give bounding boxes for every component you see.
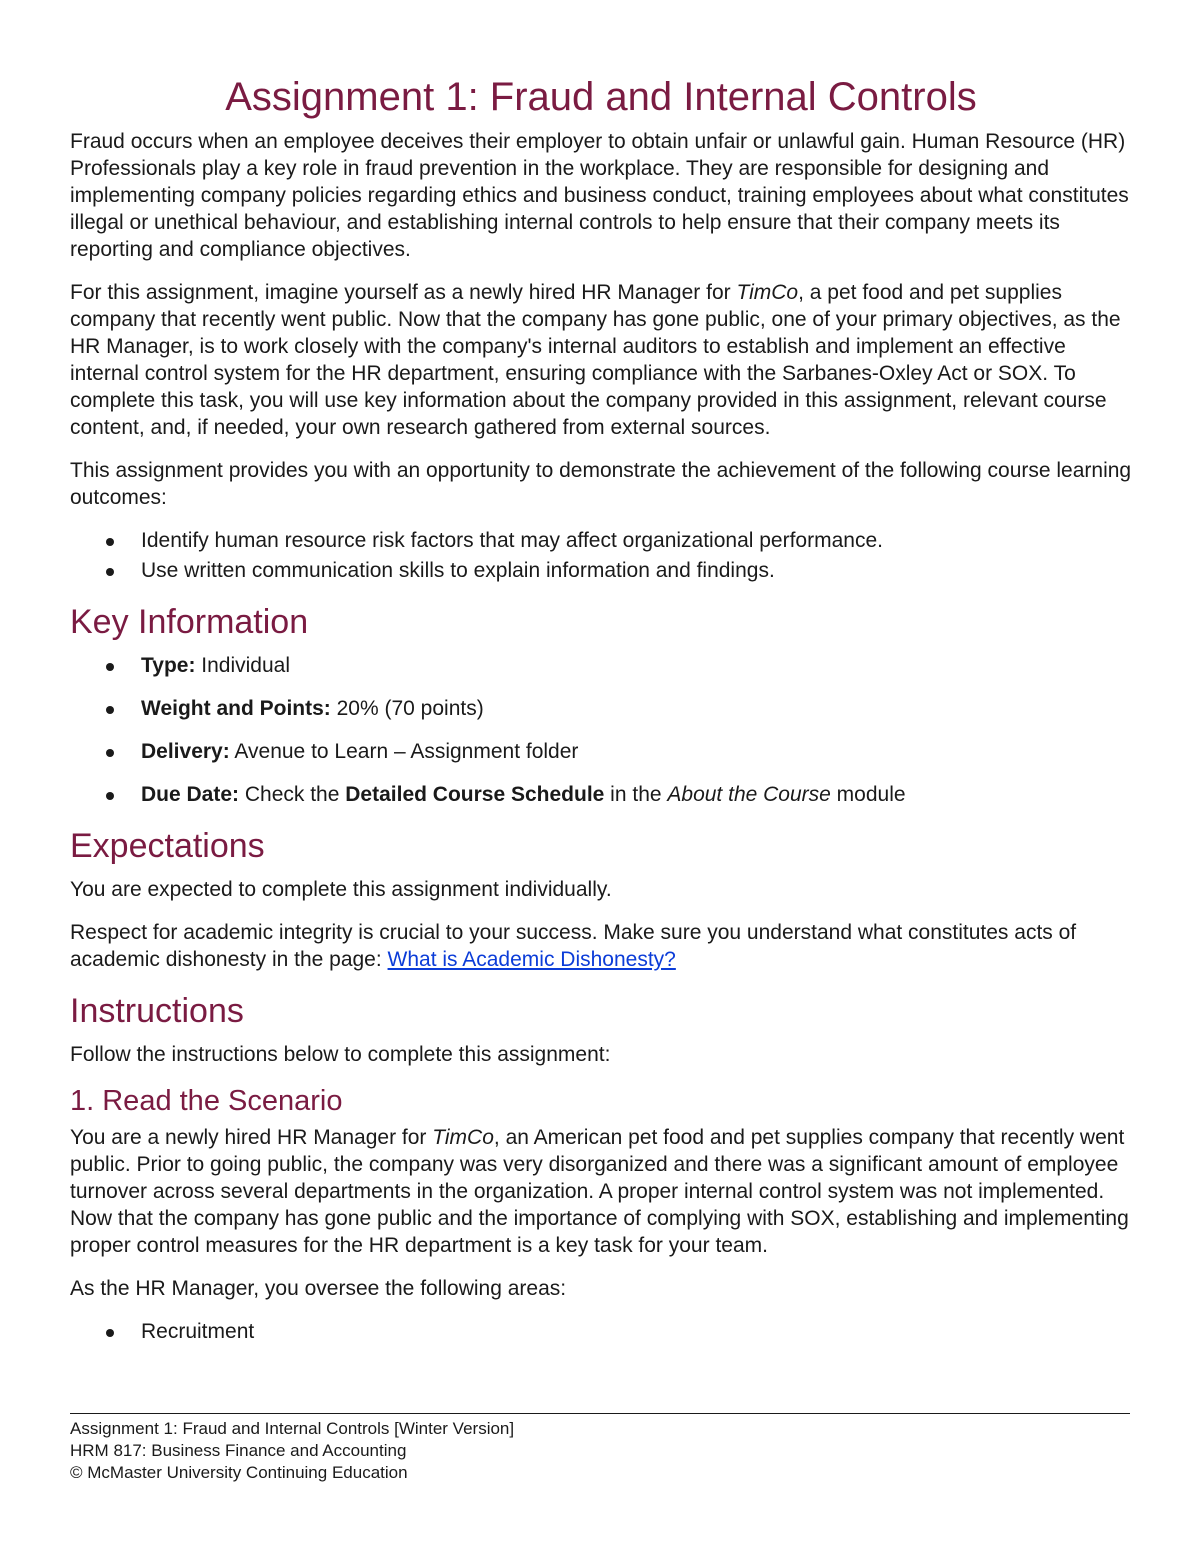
intro-paragraph-1: Fraud occurs when an employee deceives their employer to obtain unfair or unlawful gain. Human Resource (HR) Professionals play a key role in fraud prevention in the workplace. They are responsible for designing and implementing company policies regarding ethics and business conduct, training employees about what constitutes illegal or unethical behaviour, and establishing internal controls to help ensure that their company meets its reporting and compliance objectives.	[70, 130, 1129, 261]
bullet-icon	[106, 538, 114, 546]
key-info-list	[70, 652, 1132, 808]
expectations-paragraph-2	[70, 919, 1132, 973]
delivery-value: Avenue to Learn – Assignment folder	[229, 740, 579, 763]
intro-p2-text-b: , a pet food and pet supplies company that recently went public. Now that the company has gone public, one of your primary objectives, as the HR Manager, is to work closely with the company's internal auditors to establish and implement an effective internal control system for the HR department, ensuring compliance with the Sarbanes-Oxley Act or SOX. To complete this task, you will use key information about the company provided in this assignment, relevant course content, and, if needed, your own research gathered from external sources.	[70, 281, 1121, 439]
due-text-2: in the	[604, 783, 668, 806]
list-item	[70, 557, 1132, 584]
type-value: Individual	[195, 654, 291, 677]
bullet-icon	[106, 749, 114, 757]
footer-line-1: Assignment 1: Fraud and Internal Controls [Winter Version]	[70, 1419, 515, 1438]
expectations-heading: Expectations	[70, 827, 265, 865]
list-item	[70, 1318, 1132, 1345]
weight-label: Weight and Points:	[141, 697, 331, 720]
delivery-label: Delivery:	[141, 740, 230, 763]
read-scenario-heading: 1. Read the Scenario	[70, 1085, 343, 1117]
bullet-icon	[106, 706, 114, 714]
key-info-due-date	[70, 781, 1132, 808]
scenario-company: TimCo	[432, 1126, 494, 1149]
outcomes-list	[70, 527, 1132, 584]
expectations-paragraph-1: You are expected to complete this assignment individually.	[70, 878, 612, 901]
instructions-paragraph: Follow the instructions below to complete this assignment:	[70, 1043, 611, 1066]
document-page	[70, 72, 1132, 1361]
intro-p2-text-a: For this assignment, imagine yourself as a newly hired HR Manager for	[70, 281, 737, 304]
scenario-text-b: , an American pet food and pet supplies company that recently went public. Prior to going public, the company was very disorganized and there was a significant amount of employee turnover across several departments in the organization. A proper internal control system was not implemented. Now that the company has gone public and the importance of complying with SOX, establishing and implementing proper control measures for the HR department is a key task for your team.	[70, 1126, 1129, 1257]
key-info-type	[70, 652, 1132, 679]
due-module-italic: About the Course	[667, 783, 831, 806]
weight-value: 20% (70 points)	[330, 697, 484, 720]
due-text-1: Check the	[239, 783, 346, 806]
expectations-p2-text: Respect for academic integrity is crucial to your success. Make sure you understand what constitutes acts of academic dishonesty in the page:	[70, 921, 1077, 971]
intro-p2-company: TimCo	[736, 281, 799, 304]
list-item	[70, 527, 1132, 554]
outcome-text: Use written communication skills to explain information and findings.	[141, 559, 775, 582]
type-label: Type:	[141, 654, 196, 677]
areas-list	[70, 1318, 1132, 1345]
areas-paragraph: As the HR Manager, you oversee the following areas:	[70, 1277, 567, 1300]
bullet-icon	[106, 792, 114, 800]
bullet-icon	[106, 568, 114, 576]
key-information-heading: Key Information	[70, 603, 309, 641]
bullet-icon	[106, 1329, 114, 1337]
intro-paragraph-2	[70, 279, 1132, 441]
due-schedule-bold: Detailed Course Schedule	[345, 783, 605, 806]
area-text: Recruitment	[141, 1320, 255, 1343]
footer-line-2: HRM 817: Business Finance and Accounting	[70, 1441, 407, 1460]
instructions-heading: Instructions	[70, 992, 244, 1030]
key-info-weight	[70, 695, 1132, 722]
footer-line-3: © McMaster University Continuing Education	[70, 1463, 408, 1482]
bullet-icon	[106, 663, 114, 671]
scenario-text-a: You are a newly hired HR Manager for	[70, 1126, 433, 1149]
scenario-paragraph	[70, 1124, 1132, 1259]
outcome-text: Identify human resource risk factors that may affect organizational performance.	[141, 529, 883, 552]
due-text-3: module	[830, 783, 906, 806]
page-title: Assignment 1: Fraud and Internal Controls	[225, 75, 977, 119]
intro-paragraph-3: This assignment provides you with an opportunity to demonstrate the achievement of the following course learning outcomes:	[70, 459, 1132, 509]
academic-dishonesty-link[interactable]: What is Academic Dishonesty?	[387, 948, 676, 971]
page-footer	[70, 1413, 1130, 1484]
key-info-delivery	[70, 738, 1132, 765]
due-label: Due Date:	[141, 783, 240, 806]
